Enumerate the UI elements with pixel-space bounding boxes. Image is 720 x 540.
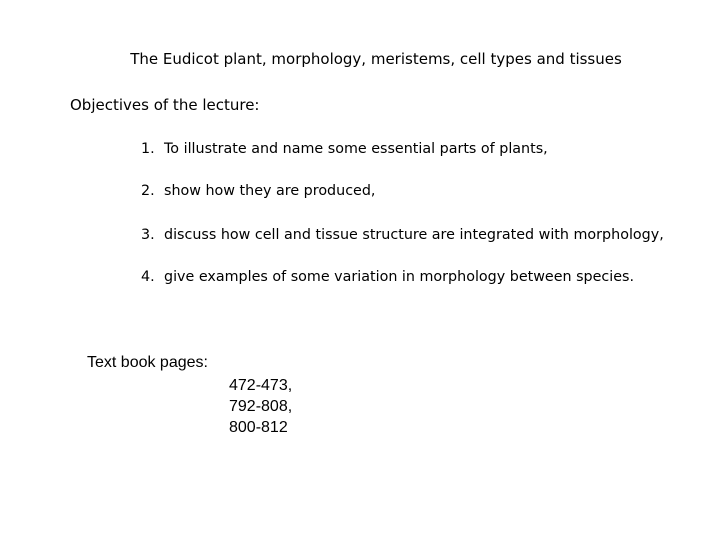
objective-number: 1. bbox=[141, 141, 155, 157]
textbook-page-range: 792-808, bbox=[229, 398, 293, 415]
textbook-pages-list bbox=[229, 375, 292, 438]
objective-item-3 bbox=[141, 225, 664, 245]
objective-item-2 bbox=[141, 181, 375, 201]
objective-text: To illustrate and name some essential parts of plants, bbox=[164, 141, 548, 157]
objective-text: show how they are produced, bbox=[164, 183, 376, 199]
objective-item-4 bbox=[141, 267, 634, 287]
textbook-pages-label: Text book pages: bbox=[87, 354, 208, 371]
objective-number: 4. bbox=[141, 269, 155, 285]
objective-text: give examples of some variation in morphology between species. bbox=[164, 269, 635, 285]
objectives-heading: Objectives of the lecture: bbox=[70, 96, 260, 114]
textbook-page-range: 472-473, bbox=[229, 377, 293, 394]
objective-number: 3. bbox=[141, 227, 155, 243]
objective-number: 2. bbox=[141, 183, 155, 199]
objective-text: discuss how cell and tissue structure are integrated with morphology, bbox=[164, 227, 664, 243]
objective-item-1 bbox=[141, 139, 548, 159]
slide-title: The Eudicot plant, morphology, meristems, cell types and tissues bbox=[130, 50, 622, 68]
textbook-page-range: 800-812 bbox=[229, 419, 288, 436]
